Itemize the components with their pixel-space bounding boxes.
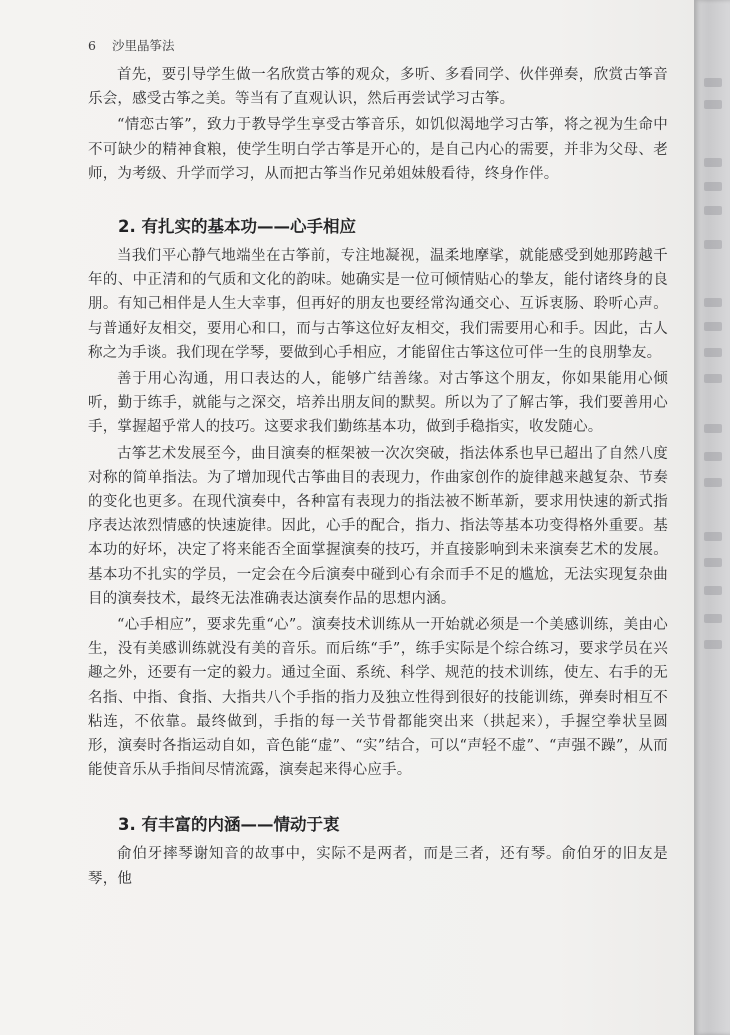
facing-page-edge xyxy=(694,0,730,1035)
running-header xyxy=(88,36,174,54)
paragraph: 俞伯牙摔琴谢知音的故事中，实际不是两者，而是三者，还有琴。俞伯牙的旧友是琴，他 xyxy=(88,846,668,887)
section-heading: 3. 有丰富的内涵——情动于衷 xyxy=(118,815,340,835)
paragraph: “情恋古筝”，致力于教导学生享受古筝音乐，如饥似渴地学习古筝，将之视为生命中不可缺少的精神食粮，使学生明白学古筝是开心的，是自己内心的需要，并非为父母、老师，为考级、升学而学习，从而把古筝当作兄弟姐妹般看待，终身作伴。 xyxy=(88,117,668,182)
paragraph: 古筝艺术发展至今，曲目演奏的框架被一次次突破，指法体系也早已超出了自然八度对称的简单指法。为了增加现代古筝曲目的表现力，作曲家创作的旋律越来越复杂、节奏的变化也更多。在现代演奏中，各种富有表现力的指法被不断革新，要求用快速的新式指序表达浓烈情感的快速旋律。因此，心手的配合，指力、指法等基本功变得格外重要。基本功的好坏，决定了将来能否全面掌握演奏的技巧，并直接影响到未来演奏艺术的发展。基本功不扎实的学员，一定会在今后演奏中碰到心有余而手不足的尴尬，无法实现复杂曲目的演奏技术，最终无法准确表达演奏作品的思想内涵。 xyxy=(88,445,668,607)
page-body xyxy=(88,63,668,891)
page-number: 6 xyxy=(88,38,96,53)
paragraph: 当我们平心静气地端坐在古筝前，专注地凝视，温柔地摩挲，就能感受到她那跨越千年的、中正清和的气质和文化的韵味。她确实是一位可倾情贴心的挚友，能付诸终身的良朋。有知己相伴是人生大幸事，但再好的朋友也要经常沟通交心、互诉衷肠、聆听心声。与普通好友相交，要用心和口，而与古筝这位好友相交，我们需要用心和手。因此，古人称之为手谈。我们现在学琴，要做到心手相应，才能留住古筝这位可伴一生的良朋挚友。 xyxy=(88,248,668,361)
section-heading: 2. 有扎实的基本功——心手相应 xyxy=(118,217,356,237)
book-title: 沙里晶筝法 xyxy=(111,38,175,53)
paragraph: 善于用心沟通，用口表达的人，能够广结善缘。对古筝这个朋友，你如果能用心倾听，勤于练手，就能与之深交，培养出朋友间的默契。所以为了了解古筝，我们要善用心手，掌握超乎常人的技巧。这要求我们勤练基本功，做到手稳指实，收发随心。 xyxy=(88,371,668,436)
paragraph: 首先，要引导学生做一名欣赏古筝的观众，多听、多看同学、伙伴弹奏，欣赏古筝音乐会，感受古筝之美。等当有了直观认识，然后再尝试学习古筝。 xyxy=(88,67,668,108)
paragraph: “心手相应”，要求先重“心”。演奏技术训练从一开始就必须是一个美感训练，美由心生，没有美感训练就没有美的音乐。而后练“手”，练手实际是个综合练习，要求学员在兴趣之外，还要有一定的毅力。通过全面、系统、科学、规范的技术训练，使左、右手的无名指、中指、食指、大指共八个手指的指力及独立性得到很好的技能训练，弹奏时相互不粘连，不依靠。最终做到，手指的每一关节骨都能突出来（拱起来），手握空拳状呈圆形，演奏时各指运动自如，音色能“虚”、“实”结合，可以“声轻不虚”、“声强不躁”，从而能使音乐从手指间尽情流露，演奏起来得心应手。 xyxy=(88,617,668,779)
